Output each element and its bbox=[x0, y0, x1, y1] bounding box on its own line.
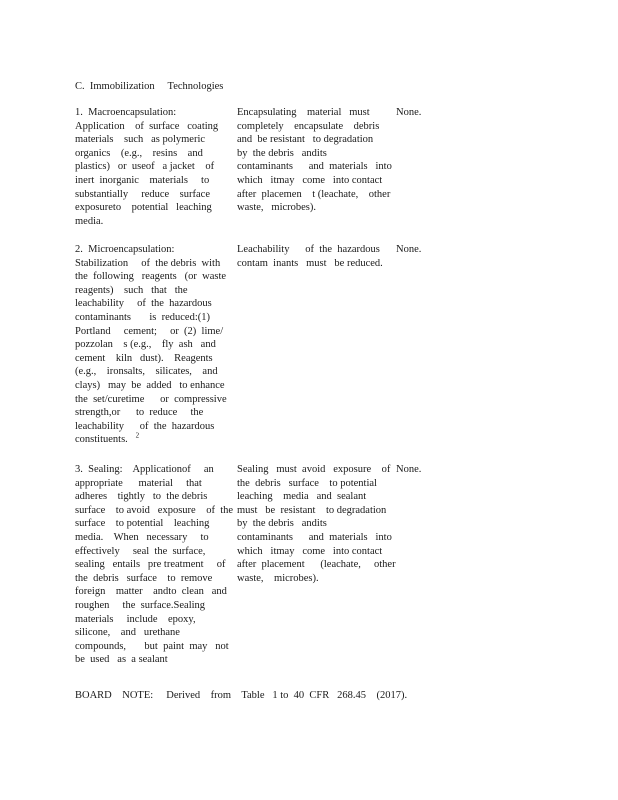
text-line: must be resistant to degradation bbox=[237, 504, 387, 516]
text-line: the debris surface to remove bbox=[75, 572, 213, 584]
text-line: after placemen t (leachate, other bbox=[237, 188, 391, 200]
contaminant-restriction bbox=[396, 463, 436, 477]
text-line: leachability of the hazardous bbox=[75, 420, 215, 432]
section-heading: C. Immobilization Technologies bbox=[75, 81, 224, 92]
text-line: media. bbox=[75, 215, 104, 227]
performance-standard bbox=[237, 463, 396, 585]
text-line: the debris surface to potential bbox=[237, 477, 377, 489]
text-line: Leachability of the hazardous bbox=[237, 244, 380, 255]
text-line: contaminants is reduced:(1) bbox=[75, 311, 211, 323]
text-line: contaminants and materials into bbox=[237, 531, 392, 543]
text-line: reagents) such that the bbox=[75, 284, 188, 296]
text-line: contaminants and materials into bbox=[237, 161, 392, 173]
text-line: the following reagents (or waste bbox=[75, 271, 227, 283]
text-line: foreign matter andto clean and bbox=[75, 586, 227, 598]
text-line: the set/curetime or compressive bbox=[75, 393, 227, 405]
text-line: plastics) or useof a jacket of bbox=[75, 161, 215, 173]
text-line: leaching media and sealant bbox=[237, 491, 367, 503]
text-line: materials include epoxy, bbox=[75, 613, 196, 625]
text-line: 1. Macroencapsulation: bbox=[75, 107, 177, 118]
text-line: appropriate material that bbox=[75, 477, 202, 489]
text-line: pozzolan s (e.g., fly ash and bbox=[75, 339, 216, 351]
technology-description bbox=[75, 106, 228, 228]
text-line: exposureto potential leaching bbox=[75, 202, 212, 214]
text-line: be used as a sealant bbox=[75, 654, 168, 666]
text-line: by the debris andits bbox=[237, 147, 327, 159]
text-line: substantially reduce surface bbox=[75, 188, 210, 200]
text-line: Stabilization of the debris with bbox=[75, 257, 221, 269]
text-line: and be resistant to degradation bbox=[237, 134, 374, 146]
contaminant-restriction bbox=[396, 243, 436, 257]
performance-standard bbox=[237, 106, 392, 215]
technology-description bbox=[75, 243, 228, 447]
text-line: cement kiln dust). Reagents bbox=[75, 352, 213, 364]
text-line: 3. Sealing: Applicationof an bbox=[75, 464, 214, 475]
board-note: BOARD NOTE: Derived from Table 1 to 40 CFR 268.45 (2017). bbox=[75, 690, 408, 701]
text-line: completely encapsulate debris bbox=[237, 120, 380, 132]
text-line: after placement (leachate, other bbox=[237, 559, 396, 571]
text-line: waste, microbes). bbox=[237, 572, 319, 584]
text-line: which itmay come into contact bbox=[237, 174, 383, 186]
text-line: compounds, but paint may not bbox=[75, 640, 229, 652]
text-line: by the debris andits bbox=[237, 518, 327, 530]
text-line: materials such as polymeric bbox=[75, 134, 206, 146]
cell-text: None. bbox=[396, 464, 422, 475]
text-line: inert inorganic materials to bbox=[75, 174, 210, 186]
text-line: clays) may be added to enhance bbox=[75, 379, 225, 391]
cell-text: None. bbox=[396, 244, 422, 255]
contaminant-restriction bbox=[396, 106, 436, 120]
text-line: organics (e.g., resins and bbox=[75, 147, 203, 159]
text-line: leachability of the hazardous bbox=[75, 298, 212, 310]
text-line: contam inants must be reduced. bbox=[237, 257, 383, 269]
text-line: media. When necessary to bbox=[75, 531, 209, 543]
text-line: strength,or to reduce the bbox=[75, 407, 204, 419]
text-line: sealing entails pre treatment of bbox=[75, 559, 226, 571]
text-line: (e.g., ironsalts, silicates, and bbox=[75, 366, 218, 378]
technology-description bbox=[75, 463, 234, 667]
text-line: Encapsulating material must bbox=[237, 107, 370, 118]
text-line: silicone, and urethane bbox=[75, 627, 180, 639]
text-line: effectively seal the surface, bbox=[75, 545, 206, 557]
text-line: which itmay come into contact bbox=[237, 545, 383, 557]
text-line: Portland cement; or (2) lime/ bbox=[75, 325, 224, 337]
text-line: roughen the surface.Sealing bbox=[75, 599, 206, 611]
text-line: Application of surface coating bbox=[75, 120, 219, 132]
text-line: waste, microbes). bbox=[237, 202, 317, 214]
performance-standard bbox=[237, 243, 389, 270]
footnote-marker: 2 bbox=[135, 431, 140, 440]
text-line: Sealing must avoid exposure of bbox=[237, 464, 391, 475]
text-line: constituents. $^2$ bbox=[75, 431, 140, 446]
text-line: surface to avoid exposure of the bbox=[75, 504, 234, 516]
cell-text: None. bbox=[396, 107, 422, 118]
text-line: adheres tightly to the debris bbox=[75, 491, 208, 503]
text-line: surface to potential leaching bbox=[75, 518, 210, 530]
text-line: 2. Microencapsulation: bbox=[75, 244, 175, 255]
